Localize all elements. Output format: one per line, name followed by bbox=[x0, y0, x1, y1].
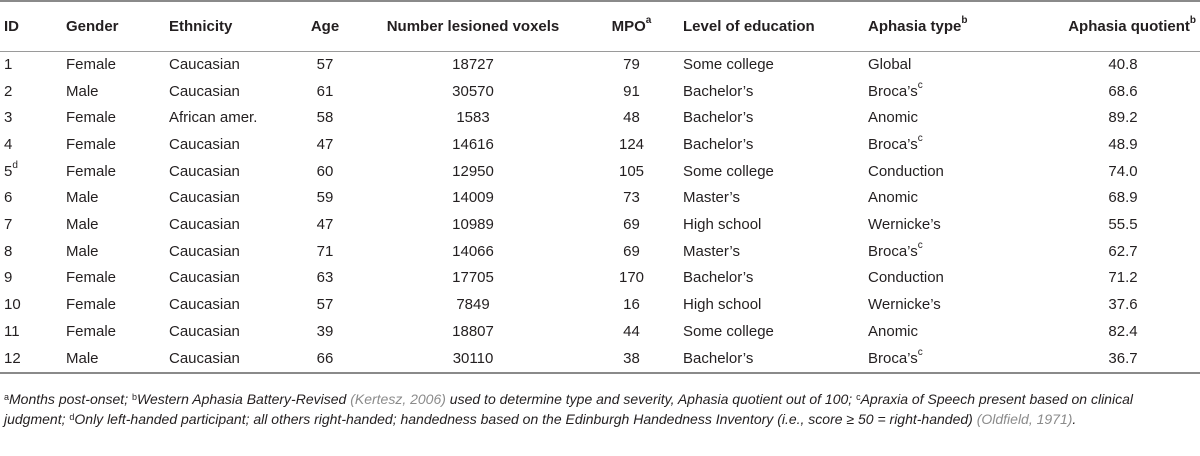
cell-id: 11 bbox=[4, 322, 20, 340]
cell-gender: Female bbox=[66, 269, 117, 287]
cell-aphasia-type: $Broca’s^c$ bbox=[866, 345, 1006, 373]
cell-mpo: 16 bbox=[623, 296, 640, 314]
table-row bbox=[0, 238, 1200, 265]
cell-aphasia-quotient: 89.2 bbox=[1108, 109, 1138, 127]
cell-aphasia-type: Anomic bbox=[868, 109, 919, 127]
cell-age: 47 bbox=[316, 215, 334, 233]
cell-voxels: 7849 bbox=[456, 296, 490, 314]
header-voxels: Number lesioned voxels bbox=[361, 1, 585, 51]
cell-mpo: 105 bbox=[618, 162, 645, 180]
header-aphasia-type: Aphasia type$^b$ bbox=[866, 1, 1006, 51]
cell-education: Bachelor’s bbox=[683, 135, 754, 153]
cell-mpo: 124 bbox=[618, 135, 645, 153]
cell-id: 2 bbox=[4, 82, 13, 100]
cell-age: 57 bbox=[316, 296, 334, 314]
cell-voxels: 12950 bbox=[452, 162, 494, 180]
table-row bbox=[0, 265, 1200, 292]
cell-aphasia-type: Global bbox=[868, 56, 912, 74]
cell-education: Master’s bbox=[683, 242, 740, 260]
cell-ethnicity: Caucasian bbox=[165, 345, 289, 373]
cell-aphasia-quotient: 68.9 bbox=[1108, 189, 1138, 207]
cell-aphasia-quotient: 68.6 bbox=[1108, 82, 1138, 100]
cell-education: Bachelor’s bbox=[683, 109, 754, 127]
cell-education: Bachelor’s bbox=[683, 82, 754, 100]
cell-age: 66 bbox=[289, 345, 361, 373]
cell-mpo: 69 bbox=[623, 242, 640, 260]
cell-gender: Female bbox=[66, 296, 117, 314]
cell-age: 57 bbox=[316, 56, 334, 74]
cell-age: 39 bbox=[316, 322, 334, 340]
table-body bbox=[0, 51, 1200, 373]
cell-aphasia-quotient: 71.2 bbox=[1108, 269, 1138, 287]
header-education: Level of education bbox=[678, 1, 866, 51]
cell-id: 8 bbox=[4, 242, 13, 260]
cell-aphasia-quotient: 48.9 bbox=[1108, 135, 1138, 153]
table-row bbox=[0, 184, 1200, 211]
cell-ethnicity: Caucasian bbox=[169, 322, 240, 340]
cell-gender: Female bbox=[66, 322, 117, 340]
table-row bbox=[0, 211, 1200, 238]
cell-voxels: 30570 bbox=[452, 82, 494, 100]
cell-gender: Male bbox=[66, 82, 99, 100]
cell-id: 12 bbox=[0, 345, 62, 373]
cell-ethnicity: Caucasian bbox=[169, 189, 240, 207]
cell-voxels: 30110 bbox=[361, 345, 585, 373]
cell-mpo: 38 bbox=[585, 345, 678, 373]
cell-id: 10 bbox=[4, 296, 21, 314]
header-age: Age bbox=[289, 1, 361, 51]
cell-mpo: 91 bbox=[623, 82, 640, 100]
cell-aphasia-type: Anomic bbox=[868, 189, 919, 207]
cell-voxels: 18807 bbox=[452, 322, 494, 340]
cell-aphasia-type: $Broca’s^c$ bbox=[868, 239, 923, 260]
cell-voxels: 14009 bbox=[452, 189, 494, 207]
cell-age: 47 bbox=[316, 135, 334, 153]
cell-age: 71 bbox=[316, 242, 334, 260]
cell-gender: Male bbox=[66, 242, 99, 260]
citation-kertesz[interactable]: (Kertesz, 2006) bbox=[350, 391, 446, 407]
cell-aphasia-type: Wernicke’s bbox=[868, 215, 941, 233]
table-row bbox=[0, 51, 1200, 78]
header-mpo: MPO$^a$ bbox=[585, 1, 678, 51]
cell-gender: Male bbox=[62, 345, 165, 373]
cell-age: 63 bbox=[316, 269, 334, 287]
cell-ethnicity: Caucasian bbox=[169, 82, 240, 100]
header-ethnicity: Ethnicity bbox=[165, 1, 289, 51]
cell-aphasia-quotient: 55.5 bbox=[1108, 215, 1138, 233]
cell-voxels: 14616 bbox=[452, 135, 494, 153]
cell-aphasia-quotient: 37.6 bbox=[1108, 296, 1138, 314]
cell-ethnicity: Caucasian bbox=[169, 242, 240, 260]
table-row bbox=[0, 158, 1200, 185]
cell-voxels: 17705 bbox=[452, 269, 494, 287]
cell-mpo: 73 bbox=[623, 189, 640, 207]
cell-voxels: 10989 bbox=[452, 215, 494, 233]
cell-education: Some college bbox=[683, 162, 774, 180]
table-header-row bbox=[0, 1, 1200, 51]
cell-age: 61 bbox=[316, 82, 334, 100]
cell-mpo: 79 bbox=[623, 56, 640, 74]
cell-education: Bachelor’s bbox=[683, 269, 754, 287]
table-row bbox=[0, 318, 1200, 345]
cell-education: Bachelor’s bbox=[678, 345, 866, 373]
cell-voxels: 14066 bbox=[452, 242, 494, 260]
cell-id: 7 bbox=[4, 215, 13, 233]
cell-gender: Male bbox=[66, 189, 99, 207]
cell-ethnicity: Caucasian bbox=[169, 135, 240, 153]
cell-aphasia-type: $Broca’s^c$ bbox=[868, 132, 923, 153]
cell-education: High school bbox=[683, 215, 762, 233]
table-row bbox=[0, 345, 1200, 373]
cell-gender: Female bbox=[66, 56, 117, 74]
cell-age: 60 bbox=[316, 162, 334, 180]
cell-aphasia-quotient: 74.0 bbox=[1108, 162, 1138, 180]
cell-id: 1 bbox=[4, 56, 13, 74]
cell-mpo: 48 bbox=[623, 109, 640, 127]
cell-aphasia-type: Conduction bbox=[868, 269, 944, 287]
cell-education: High school bbox=[683, 296, 762, 314]
cell-aphasia-quotient: 36.7 bbox=[1006, 345, 1200, 373]
cell-gender: Male bbox=[66, 215, 99, 233]
cell-aphasia-quotient: 62.7 bbox=[1108, 242, 1138, 260]
cell-ethnicity: Caucasian bbox=[169, 296, 240, 314]
cell-ethnicity: Caucasian bbox=[169, 56, 240, 74]
cell-voxels: 1583 bbox=[456, 109, 490, 127]
header-id: ID bbox=[0, 1, 62, 51]
cell-mpo: 69 bbox=[623, 215, 640, 233]
cell-ethnicity: African amer. bbox=[169, 109, 258, 127]
cell-id: 9 bbox=[4, 269, 13, 287]
table-footnote: $^a$Months post-onset; $^b$Western Aphasia Battery-Revised (Kertesz, 2006) used to determine type and severity, Aphasia quotient out of 100; $^c$Apraxia of Speech present based on clinical judgment; $^d$Only left-handed participant; all others right-handed; handedness based on the Edinburgh Handedness Inventory (i.e., score ≥ 50 = right-handed) (Oldfield, 1971). bbox=[4, 391, 1133, 427]
cell-gender: Female bbox=[66, 162, 117, 180]
cell-gender: Female bbox=[66, 135, 117, 153]
cell-mpo: 170 bbox=[618, 269, 645, 287]
cell-ethnicity: Caucasian bbox=[169, 162, 240, 180]
table-row bbox=[0, 131, 1200, 158]
cell-aphasia-type: Wernicke’s bbox=[868, 296, 941, 314]
cell-aphasia-quotient: 40.8 bbox=[1108, 56, 1138, 74]
cell-id: 4 bbox=[4, 135, 13, 153]
cell-education: Some college bbox=[683, 56, 774, 74]
cell-aphasia-type: Anomic bbox=[868, 322, 919, 340]
header-aphasia-quotient: Aphasia quotient$^b$ bbox=[1006, 1, 1200, 51]
cell-id: 3 bbox=[4, 109, 13, 127]
cell-aphasia-type: Conduction bbox=[868, 162, 944, 180]
cell-ethnicity: Caucasian bbox=[169, 269, 240, 287]
cell-education: Master’s bbox=[683, 189, 740, 207]
cell-gender: Female bbox=[66, 109, 117, 127]
table-row bbox=[0, 104, 1200, 131]
cell-id: 5$^d$ bbox=[4, 159, 18, 180]
cell-voxels: 18727 bbox=[452, 56, 494, 74]
cell-age: 58 bbox=[316, 109, 334, 127]
cell-aphasia-quotient: 82.4 bbox=[1108, 322, 1138, 340]
cell-aphasia-type: $Broca’s^c$ bbox=[868, 79, 923, 100]
cell-mpo: 44 bbox=[623, 322, 640, 340]
table-row bbox=[0, 291, 1200, 318]
cell-id: 6 bbox=[4, 189, 13, 207]
cell-age: 59 bbox=[316, 189, 334, 207]
cell-ethnicity: Caucasian bbox=[169, 215, 240, 233]
header-gender: Gender bbox=[62, 1, 165, 51]
table-row bbox=[0, 78, 1200, 105]
citation-oldfield[interactable]: (Oldfield, 1971) bbox=[976, 411, 1073, 427]
cell-education: Some college bbox=[683, 322, 774, 340]
